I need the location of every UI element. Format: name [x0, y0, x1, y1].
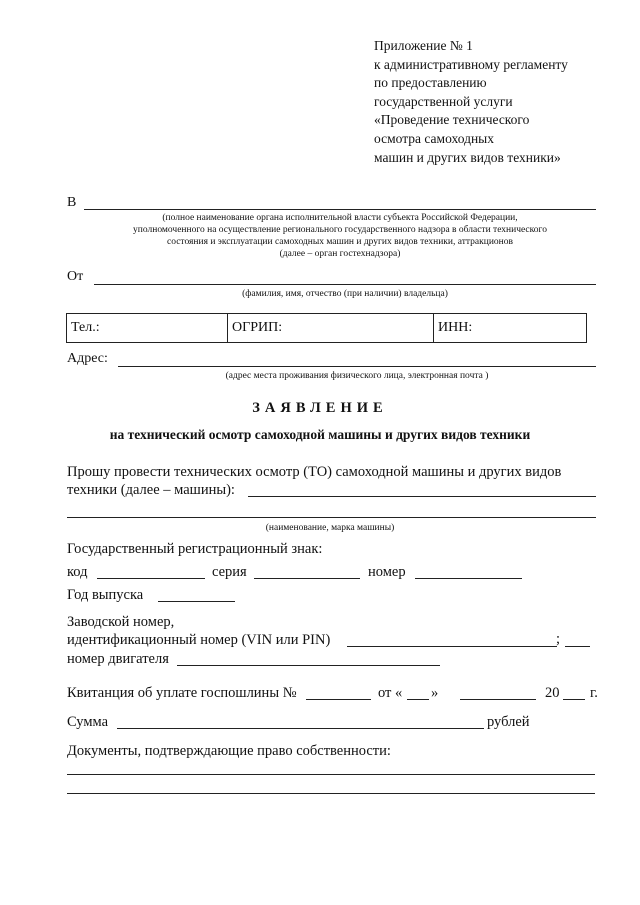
engine-input-line[interactable] [177, 665, 440, 666]
to-input-line[interactable] [84, 209, 596, 210]
appendix-line: машин и других видов техники» [374, 149, 561, 165]
to-hint-line: состояния и эксплуатации самоходных машин и других видов техники, аттракционов [167, 237, 513, 247]
number-input-line[interactable] [415, 578, 522, 579]
request-line-2: техники (далее – машины): [67, 482, 235, 498]
documents-input-line-1[interactable] [67, 774, 595, 775]
receipt-year-prefix: 20 [545, 685, 560, 701]
receipt-month-line[interactable] [460, 699, 536, 700]
documents-label: Документы, подтверждающие право собственности: [67, 743, 391, 759]
to-hint-line: уполномоченного на осуществление регионального государственного надзора в области технического [133, 225, 547, 235]
address-input-line[interactable] [118, 366, 596, 367]
number-label: номер [368, 564, 406, 580]
appendix-line: осмотра самоходных [374, 130, 494, 146]
to-hint-line: (далее – орган гостехнадзора) [279, 249, 401, 259]
registration-heading: Государственный регистрационный знак: [67, 541, 323, 557]
engine-label: номер двигателя [67, 651, 169, 667]
year-input-line[interactable] [158, 601, 235, 602]
receipt-label: Квитанция об уплате госпошлины № [67, 685, 297, 701]
ogrip-label: ОГРИП: [232, 320, 283, 335]
appendix-line: по предоставлению [374, 75, 487, 91]
document-subtitle: на технический осмотр самоходной машины и других видов техники [109, 427, 531, 442]
request-line-1: Прошу провести технических осмотр (ТО) самоходной машины и других видов [67, 464, 562, 480]
document-title: ЗАЯВЛЕНИЕ [252, 400, 388, 416]
to-label: В [67, 195, 77, 210]
machine-input-line-2[interactable] [67, 517, 596, 518]
tel-label: Тел.: [71, 320, 100, 335]
appendix-line: государственной услуги [374, 93, 513, 109]
sum-currency: рублей [487, 714, 530, 730]
appendix-line: «Проведение технического [374, 112, 530, 128]
ogrip-cell[interactable] [227, 314, 433, 342]
address-label: Адрес: [67, 351, 108, 366]
vin-label: идентификационный номер (VIN или PIN) [67, 632, 331, 648]
vin-input-line[interactable] [347, 646, 557, 647]
vin-extra-line[interactable] [565, 646, 590, 647]
sum-input-line[interactable] [117, 728, 484, 729]
receipt-year-line[interactable] [563, 699, 585, 700]
machine-input-line-1[interactable] [248, 496, 596, 497]
vin-semicolon: ; [556, 631, 561, 647]
contacts-table [66, 313, 587, 343]
tel-cell[interactable] [67, 314, 227, 342]
from-label: От [67, 269, 84, 284]
factory-number-label: Заводской номер, [67, 614, 175, 630]
receipt-close-quote: » [431, 685, 439, 701]
documents-input-line-2[interactable] [67, 793, 595, 794]
to-hint-line: (полное наименование органа исполнительной власти субъекта Российской Федерации, [162, 213, 518, 223]
sum-label: Сумма [67, 714, 109, 730]
from-hint: (фамилия, имя, отчество (при наличии) владельца) [242, 289, 448, 299]
from-input-line[interactable] [94, 284, 596, 285]
inn-cell[interactable] [433, 314, 586, 342]
code-input-line[interactable] [97, 578, 205, 579]
appendix-line: к административному регламенту [374, 56, 568, 72]
receipt-day-line[interactable] [407, 699, 429, 700]
code-label: код [67, 564, 88, 580]
receipt-year-suffix: г. [590, 685, 598, 701]
receipt-from: от « [378, 685, 403, 701]
appendix-line: Приложение № 1 [374, 38, 473, 53]
series-label: серия [212, 564, 247, 580]
address-hint: (адрес места проживания физического лица, электронная почта ) [225, 371, 489, 381]
inn-label: ИНН: [438, 320, 473, 335]
appendix-header [374, 37, 568, 167]
to-hint [84, 212, 596, 260]
series-input-line[interactable] [254, 578, 360, 579]
year-label: Год выпуска [67, 587, 144, 603]
machine-hint: (наименование, марка машины) [265, 523, 395, 533]
receipt-number-line[interactable] [306, 699, 371, 700]
